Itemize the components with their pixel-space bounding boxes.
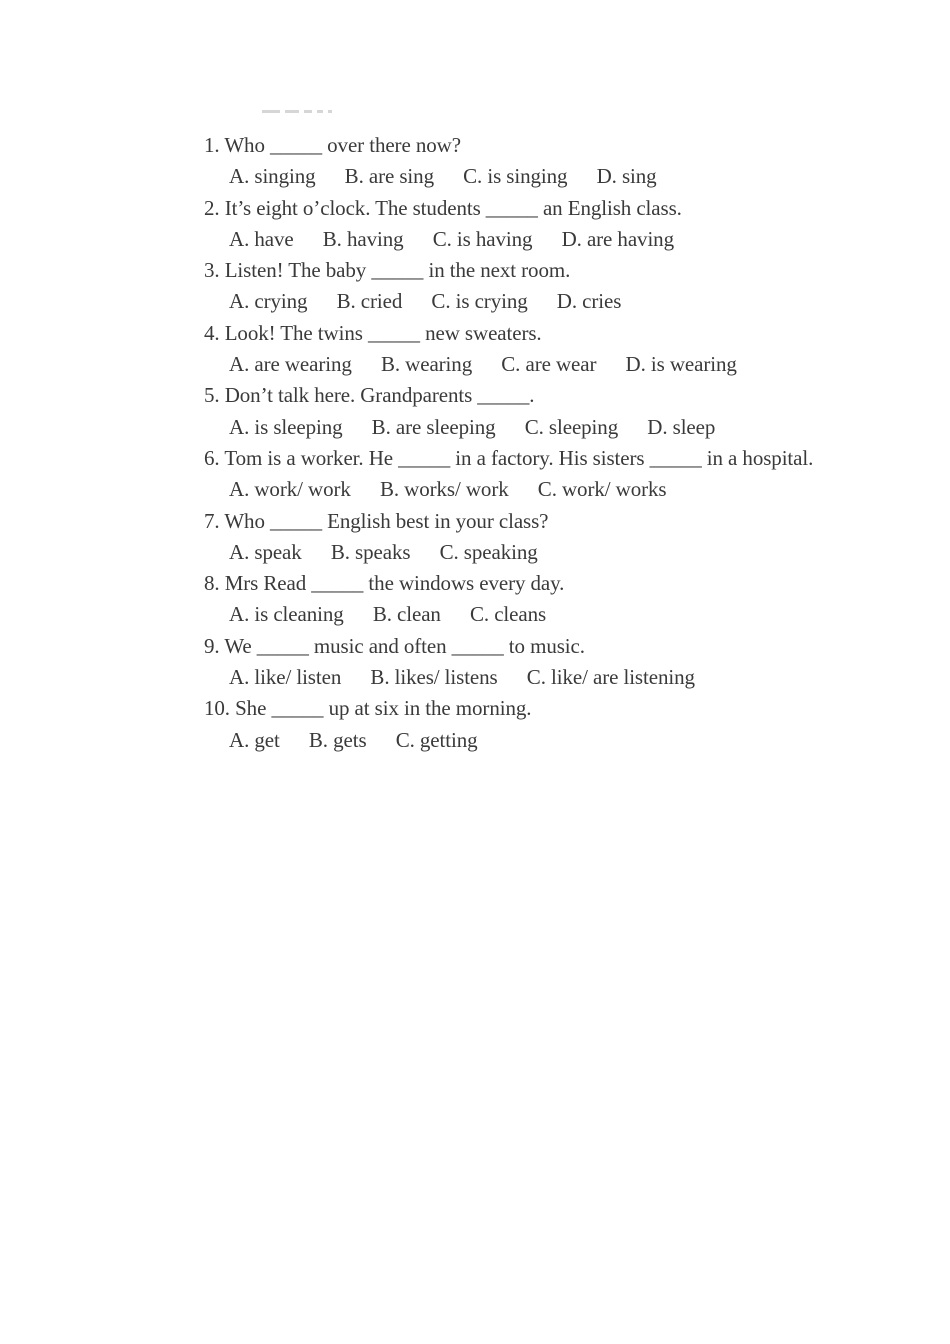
option: A. like/ listen [229, 665, 342, 690]
question-8-options [204, 599, 934, 630]
option: A. have [229, 226, 294, 251]
option: B. speaks [330, 539, 411, 564]
option: D. sleep [647, 414, 716, 439]
question-6: 6. Tom is a worker. He _____ in a factory. His sisters _____ in a hospital. [204, 445, 814, 470]
option: A. is sleeping [229, 414, 343, 439]
option: B. cried [336, 289, 403, 314]
option: C. are wear [501, 352, 597, 377]
question-6-options [204, 474, 934, 505]
question-5-options [204, 412, 934, 443]
option: C. cleans [469, 602, 547, 627]
option: B. are sing [344, 164, 434, 189]
option: B. gets [308, 727, 367, 752]
question-5: 5. Don’t talk here. Grandparents _____. [204, 383, 535, 408]
question-10-options [204, 725, 934, 756]
option: C. is crying [431, 289, 528, 314]
question-7: 7. Who _____ English best in your class? [204, 508, 549, 533]
exercise-list [204, 130, 934, 756]
option: C. is singing [463, 164, 568, 189]
question-1-options [204, 161, 934, 192]
option: B. likes/ listens [370, 665, 498, 690]
option: A. speak [229, 539, 302, 564]
question-10: 10. She _____ up at six in the morning. [204, 696, 532, 721]
question-4: 4. Look! The twins _____ new sweaters. [204, 320, 542, 345]
option: D. is wearing [625, 352, 737, 377]
option: D. cries [556, 289, 622, 314]
question-3: 3. Listen! The baby _____ in the next room. [204, 258, 571, 283]
option: A. are wearing [229, 352, 352, 377]
option: B. are sleeping [371, 414, 496, 439]
question-2: 2. It’s eight o’clock. The students _____ an English class. [204, 195, 682, 220]
question-8: 8. Mrs Read _____ the windows every day. [204, 571, 565, 596]
option: C. sleeping [524, 414, 619, 439]
option: B. having [322, 226, 404, 251]
option: B. wearing [380, 352, 473, 377]
option: D. sing [596, 164, 657, 189]
question-3-options [204, 286, 934, 317]
option: C. speaking [439, 539, 538, 564]
option: B. works/ work [379, 477, 509, 502]
option: C. work/ works [537, 477, 667, 502]
question-1: 1. Who _____ over there now? [204, 133, 461, 157]
option: A. work/ work [229, 477, 351, 502]
option: C. is having [432, 226, 533, 251]
question-2-options [204, 224, 934, 255]
option: A. crying [229, 289, 308, 314]
option: C. getting [395, 727, 478, 752]
option: A. get [229, 727, 280, 752]
faded-header-marks [262, 110, 372, 120]
question-4-options [204, 349, 934, 380]
question-7-options [204, 537, 934, 568]
option: C. like/ are listening [526, 665, 695, 690]
question-9: 9. We _____ music and often _____ to music. [204, 633, 585, 658]
option: B. clean [372, 602, 441, 627]
question-9-options [204, 662, 934, 693]
option: D. are having [561, 226, 674, 251]
option: A. singing [229, 164, 316, 189]
option: A. is cleaning [229, 602, 344, 627]
